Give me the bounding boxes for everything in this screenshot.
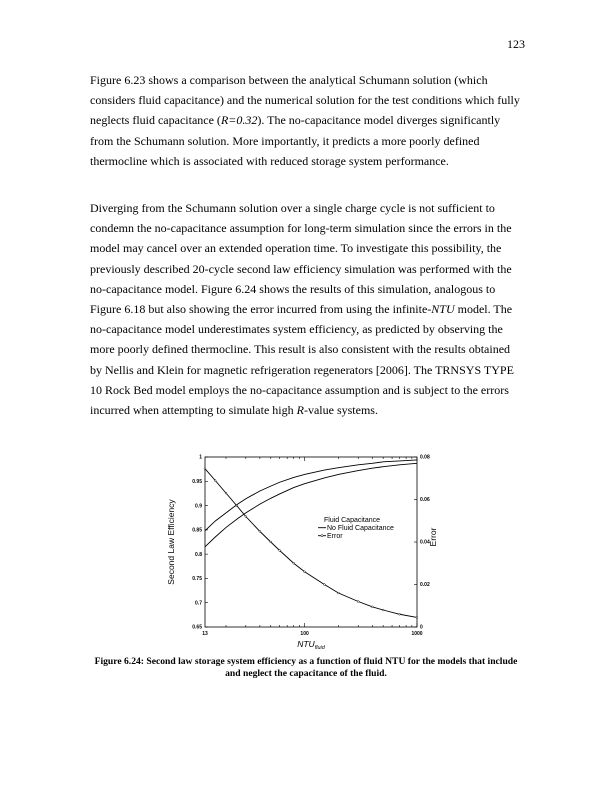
chart-svg: [160, 452, 450, 652]
y2-tick-label: 0.04: [420, 539, 430, 546]
y2-tick-label: 0: [420, 624, 423, 631]
error-point: [279, 550, 281, 552]
figure-caption: Figure 6.24: Second law storage system efficiency as a function of fluid NTU for the models that include and neglect the capacitance of the fluid.: [94, 656, 518, 679]
text-run: R: [296, 403, 304, 418]
x-axis-label: $NTU_{fluid}$: [297, 639, 325, 651]
error-point: [245, 516, 247, 518]
y-axis-label: Second Law Efficiency: [166, 499, 176, 585]
x-tick-label: 100: [300, 631, 309, 637]
series-line-2: [205, 469, 417, 618]
error-point: [204, 468, 206, 470]
y2-tick-label: 0.08: [420, 454, 430, 461]
error-point: [399, 613, 401, 615]
plot-frame: [205, 457, 417, 627]
y-tick-label: 0.75: [192, 576, 202, 583]
error-point: [270, 541, 272, 543]
text-run: Diverging from the Schumann solution over a single charge cycle is not sufficient to condemn the no-capacitance assumption for long-term simulation since the errors in the model may cancel over an extended operation time. To investigate this possibility, the previously described 20-cycle second law efficiency simulation was performed with the no-capacitance model. Figure 6.24 shows the results of this simulation, analogous to Figure 6.18 but also showing the error incurred from using the infinite-: [90, 201, 512, 317]
error-point: [323, 584, 325, 586]
paragraph-2: [90, 198, 522, 420]
error-point: [338, 592, 340, 594]
x-tick-label: 1000: [411, 631, 423, 637]
legend-label: Error: [327, 533, 343, 540]
y-tick-label: 0.65: [192, 624, 202, 631]
error-point: [293, 562, 295, 564]
y-tick-label: 0.95: [192, 478, 202, 485]
text-run: Figure 6.23 shows a comparison between the analytical Schumann solution (which considers fluid capacitance) and the numerical solution for the test conditions which fully neglects fluid capacitance (: [90, 73, 520, 128]
text-run: -value systems.: [303, 403, 378, 418]
y-tick-label: 0.85: [192, 527, 202, 534]
error-point: [259, 530, 261, 532]
y2-tick-label: 0.02: [420, 582, 430, 589]
x-axis-label-subscript: fluid: [314, 645, 325, 651]
page-number: 123: [507, 37, 525, 51]
error-point: [382, 609, 384, 611]
error-point: [371, 606, 373, 608]
y-tick-label: 1: [199, 454, 202, 461]
error-point: [304, 571, 306, 573]
text-run: NTU: [431, 302, 455, 317]
error-point: [225, 492, 227, 494]
y-tick-label: 0.8: [195, 551, 202, 558]
error-point: [236, 505, 238, 507]
text-run: model. The no-capacitance model underestimates system efficiency, as predicted by observing the more poorly defined thermocline. This result is also consistent with the results obtained by Nellis and Klein for magnetic refrigeration regenerators [2006]. The TRNSYS TYPE 10 Rock Bed model employs the no-capacitance assumption and is subject to the errors incurred when attempting to simulate high: [90, 302, 514, 418]
y2-tick-label: 0.06: [420, 497, 430, 504]
series-line-0: [205, 460, 417, 531]
error-point: [357, 601, 359, 603]
error-point: [214, 479, 216, 481]
legend-label: Fluid Capacitance: [324, 517, 381, 524]
paragraph-1: [90, 70, 522, 171]
efficiency-chart: [160, 452, 450, 652]
y-tick-label: 0.7: [195, 600, 202, 607]
y2-axis-label: Error: [428, 527, 438, 547]
text-run: R=0.32: [220, 113, 258, 128]
text-run: ). The no-capacitance model diverges significantly from the Schumann solution. More importantly, it predicts a more poorly defined thermocline which is associated with reduced storage system performance.: [90, 113, 501, 168]
x-tick-label: 13: [202, 631, 208, 637]
error-point: [416, 617, 418, 619]
y-tick-label: 0.9: [195, 503, 202, 510]
legend-marker: [321, 535, 323, 537]
legend-label: No Fluid Capacitance: [327, 525, 394, 532]
